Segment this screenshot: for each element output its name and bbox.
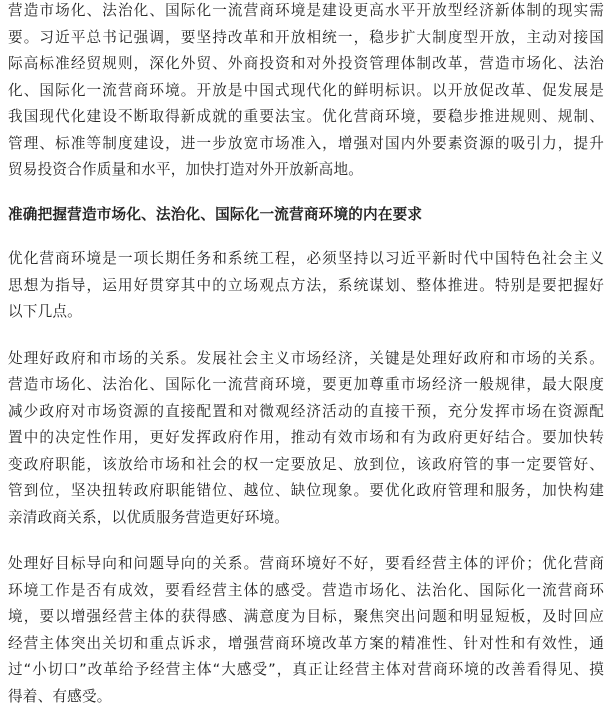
paragraph-line: 处理好政府和市场的关系。发展社会主义市场经济，关键是处理好政府和市场的关系。 (8, 346, 604, 373)
paragraph-line: 我国现代化建设不断取得新成就的重要法宝。优化营商环境，要稳步推进规则、规制、 (8, 104, 604, 131)
paragraph-line: 营造市场化、法治化、国际化一流营商环境，要更加尊重市场经济一般规律，最大限度 (8, 372, 604, 399)
paragraph-line: 减少政府对市场资源的直接配置和对微观经济活动的直接干预，充分发挥市场在资源配 (8, 399, 604, 426)
section-heading: 准确把握营造市场化、法治化、国际化一流营商环境的内在要求 (8, 202, 604, 229)
paragraph-gap (8, 184, 604, 202)
paragraph-2 (8, 346, 604, 532)
paragraph-line: 境，要以增强经营主体的获得感、满意度为目标，聚焦突出问题和明显短板，及时回应 (8, 604, 604, 631)
paragraph-line: 营造市场化、法治化、国际化一流营商环境是建设更高水平开放型经济新体制的现实需 (8, 0, 604, 25)
paragraph-3 (8, 551, 604, 710)
paragraph-line: 处理好目标导向和问题导向的关系。营商环境好不好，要看经营主体的评价；优化营商 (8, 551, 604, 578)
intro-paragraph (8, 0, 604, 184)
paragraph-line: 优化营商环境是一项长期任务和系统工程，必须坚持以习近平新时代中国特色社会主义 (8, 246, 604, 273)
paragraph-line: 管到位，坚决扭转政府职能错位、越位、缺位现象。要优化政府管理和服务，加快构建 (8, 478, 604, 505)
paragraph-line: 化、国际化一流营商环境。开放是中国式现代化的鲜明标识。以开放促改革、促发展是 (8, 78, 604, 105)
paragraph-line: 际高标准经贸规则，深化外贸、外商投资和对外投资管理体制改革，营造市场化、法治 (8, 51, 604, 78)
paragraph-line: 贸易投资合作质量和水平，加快打造对外开放新高地。 (8, 157, 604, 184)
paragraph-line: 过“小切口”改革给予经营主体“大感受”，真正让经营主体对营商环境的改善看得见、摸 (8, 657, 604, 684)
article-body (8, 0, 604, 710)
paragraph-gap (8, 326, 604, 346)
paragraph-line: 以下几点。 (8, 299, 604, 326)
paragraph-line: 思想为指导，运用好贯穿其中的立场观点方法，系统谋划、整体推进。特别是要把握好 (8, 273, 604, 300)
paragraph-gap (8, 228, 604, 246)
paragraph-line: 要。习近平总书记强调，要坚持改革和开放相统一，稳步扩大制度型开放，主动对接国 (8, 25, 604, 52)
paragraph-line: 变政府职能，该放给市场和社会的权一定要放足、放到位，该政府管的事一定要管好、 (8, 452, 604, 479)
paragraph-line: 经营主体突出关切和重点诉求，增强营商环境改革方案的精准性、针对性和有效性，通 (8, 631, 604, 658)
paragraph-line: 管理、标准等制度建设，进一步放宽市场准入，增强对国内外要素资源的吸引力，提升 (8, 131, 604, 158)
paragraph-1 (8, 246, 604, 326)
paragraph-line: 得着、有感受。 (8, 684, 604, 710)
paragraph-line: 亲清政商关系，以优质服务营造更好环境。 (8, 505, 604, 532)
paragraph-gap (8, 531, 604, 551)
paragraph-line: 置中的决定性作用，更好发挥政府作用，推动有效市场和有为政府更好结合。要加快转 (8, 425, 604, 452)
paragraph-line: 环境工作是否有成效，要看经营主体的感受。营造市场化、法治化、国际化一流营商环 (8, 578, 604, 605)
